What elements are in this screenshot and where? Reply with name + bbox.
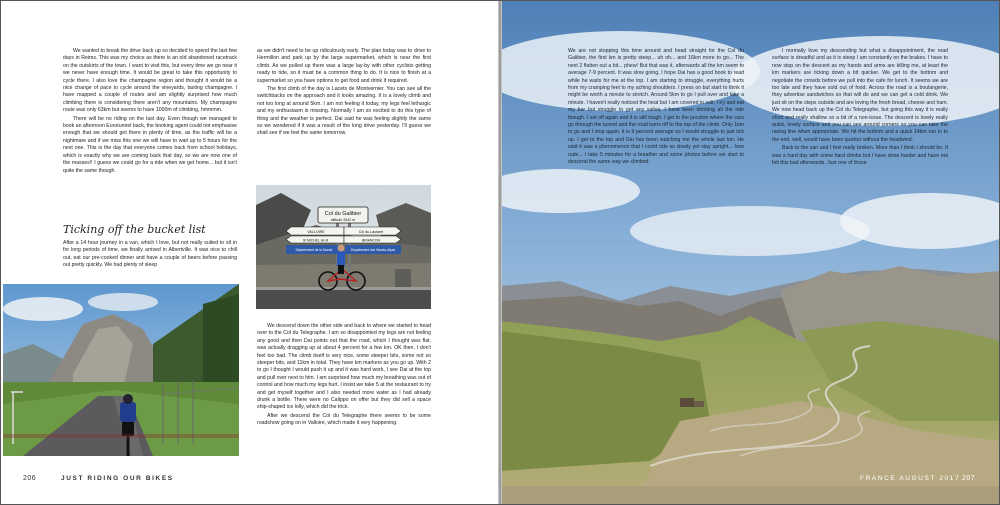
left-column-1-lower (63, 240, 237, 271)
sign-dest-stmichel: St MICHEL de M. (302, 238, 330, 243)
paragraph: We wanted to break the drive back up so decided to spend the last few days in Reims. This was my choice as there is an old abandoned racetrack on the outskirts of the town. I want to visit this, but every time we go near it we never have enough time. It would be great to take this opportunity to cycle there. I also love the champagne region and thought it would be a nice change of pace to cycle around the vineyards, tasting champagne. I have mapped a couple of routes and am slightly surprised how much climbing there is considering there aren't any mountains. My champagne route was only 63km but seems to have 1000m of climbing, hmmmm. (63, 48, 237, 114)
paragraph: as we didn't need to be up ridiculously early. The plan today was to drive to Hermillon and park up by the large supermarket, which is near the first climb. As we pulled up there was a large lay-by with other cyclists getting ready to ride, so it must be a common thing to do. It is nice to finish at a supermarket so you have options to get food and drink if required. (257, 48, 431, 84)
right-column-2 (772, 48, 948, 169)
left-column-1 (63, 48, 237, 176)
running-head-left: JUST RIDING OUR BIKES (61, 475, 174, 482)
page-number-left: 206 (23, 475, 37, 482)
right-footer (500, 475, 1000, 489)
paragraph: We are not stopping this time around and head straight for the Col du Galibier, the first km is pretty steep... uh oh... and 16km more to go... The next 2 flatten out a bit... phew! But that was it, afterwards all the km seem to average 7-9 percent. It was slow going, I hope Dai has a good book to read while he waits for me at the top. I am starting to struggle, everything hurts from my cramping feet to my aching shoulders. I press on but start to think it might be worth a minute to stretch. Around 5km to go I pull over and take a minute. I haven't really noticed the heat but I am covered in salt. I try and eat my bar but struggle to get any saliva, I have been drinking all the ride though. I set off again and it is still tough. I get to the junction where the cars go through the tunnel and the road turns off to the top of the climb. Only 1km to go and I stop again, it is 9 percent average so I would struggle to just tick up. I get to the top and Dai has been watching me the whole last km. He said it was a phenomenon that I could ride so slowly yet stay upright... how rude... I take 5 minutes for a breather and some photos before we start to descend the same way we climbed. (568, 48, 744, 166)
sign-altitude: altitude 2642 m (330, 218, 356, 222)
sign-title: Col du Galibier (324, 211, 362, 217)
left-column-2-lower (257, 323, 431, 429)
paragraph: There will be no riding on the last day. Even though we managed to book an afternoon Eurotunnel back, the booking agent could not emphasise enough that we should get there in plenty of time, as the traffic will be a nightmare and if we miss this one we will have to wait up to 5 hours for the next one. This is the day that everyone comes back from school holidays, which is exactly why we are coming back that day, so we are now one of the masses!! I guess we could go for a ride when we get home... but it isn't quite the same though. (63, 115, 237, 174)
sign-dest-briancon: BRIANCON (362, 238, 380, 243)
sign-dept-savoie: Département de la Savoie (295, 248, 333, 252)
paragraph: Back to the van and I feel really broken. More than I think I should be. It was a hard day with some hard climbs but I have done harder and have not felt this bad afterwards. Just one of those (772, 145, 948, 167)
left-column-2 (257, 48, 431, 139)
valley-photo-svg (3, 284, 239, 456)
sign-dest-lautaret: Col du Lautaret (358, 230, 384, 234)
paragraph: I normally love my descending but what a disappointment, the road surface is dreadful and as it is steep I am constantly on the brakes. I have to now stop on the descent as my hands and arms are killing me, at least the km markers are ticking down a bit quicker. We get to the bottom and negotiate the crowds before we pull into the cafe for lunch. It seems we are too late and they have sold out of food. Across the road is a boulangerie, they advertise sandwiches so that will do and we can get a cold drink. We just sit on the steps outside and are loving the fresh bread, cheese and ham. We now head back up the Col du Telegraphe, but going this way it is really short and really shallow so a bit of a non-issue. The descent is lovely really quick, lovely surface and you can see around corners so you can take the racing line when appropriate. We hit the bottom and a quick 14km run in to the end, well, would have been quicker without the headwind. (772, 48, 948, 143)
photo-col-du-galibier-sign (256, 185, 431, 309)
book-gutter (498, 1, 502, 505)
sign-dept-hautes-alpes: Département des Hautes-Alpes (350, 248, 396, 252)
paragraph: We descend down the other side and back to where we started to head over to the Col du Telegraphe. I am so disappointed my legs are not feeling any good and then Dai points out that the road, which I thought was flat, was actually dragging up at about 4 percent for a few km. OK then, I don't feel too bad. The climb itself is very nice, some steeper bits, some not so steeper bits, and 11km in total. They have km markers as you go up. With 2 to go I thought I would push it up and it was hard work, I see Dai at the top and pull over next to him. I am surprised how much my breathing was out of control and how much my legs hurt. I insist we take 5 at the restaurant to try and get myself together and I also needed more water as I had already drunk a bottle. There were no Calippo on offer but they did sell a space ship-shaped ice lolly, which did the trick. (257, 323, 431, 411)
photo-valley-road-cyclist (3, 284, 239, 456)
sign-dest-valloire: VALLOIRE (307, 230, 325, 234)
galibier-photo-svg (256, 185, 431, 309)
left-footer (1, 475, 500, 489)
section-heading: Ticking off the bucket list (63, 223, 206, 236)
paragraph: The first climb of the day is Lacets de Montvernier. You can see all the switchbacks on the approach and it looks amazing. It is a lovely climb and not too long at around 5km. I am not feeling it today, my legs feel lethargic and my enthusiasm is missing. Normally I am so excited to do this type of thing and the weather is perfect. Dai said he was feeling slightly the same so we wondered if it was a result of the long drive yesterday. I'll guess we shall see if we feel the same tomorrow. (257, 86, 431, 137)
page-number-right: 207 (962, 475, 976, 482)
right-page (500, 1, 1000, 505)
left-page (1, 1, 500, 505)
right-column-1 (568, 48, 744, 168)
paragraph: After a 14 hour journey in a van, which I love, but not really suited to sit in for long periods of time, we finally arrived in Albertville. It was nice to chill out, eat our pre-cooked dinner and have a couple of beers before passing out pretty quickly. We had plenty of sleep (63, 240, 237, 269)
paragraph: After we descend the Col du Telegraphe there seems to be some roadshow going on in Valloire, which made it very happening. (257, 412, 431, 427)
running-head-right: FRANCE AUGUST 2017 (860, 475, 961, 482)
